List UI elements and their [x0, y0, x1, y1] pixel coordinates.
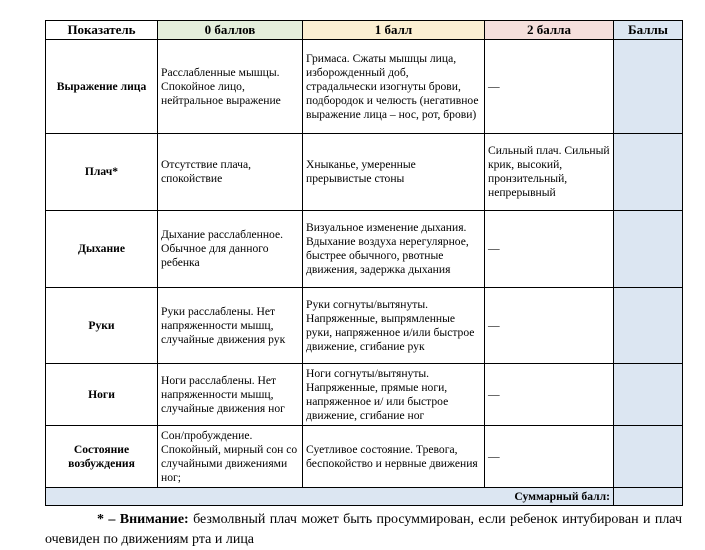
indicator-cell: Дыхание: [46, 211, 158, 288]
total-score-cell[interactable]: [614, 488, 683, 506]
two-points-cell: —: [485, 288, 614, 364]
table-header-row: [46, 21, 683, 40]
table-row-legs: [46, 364, 683, 426]
footnote-text: безмолвный плач может быть просуммирован, если ребенок интубирован и плач очевиден по движениям рта и лица: [45, 512, 683, 547]
header-zero-points: 0 баллов: [158, 21, 303, 40]
total-score-row: [46, 488, 683, 506]
score-input-cell[interactable]: [614, 426, 683, 488]
score-input-cell[interactable]: [614, 134, 683, 211]
zero-points-cell: Руки расслаблены. Нет напряженности мышц, случайные движения рук: [158, 288, 303, 364]
two-points-cell: —: [485, 426, 614, 488]
zero-points-cell: Ноги расслаблены. Нет напряженности мышц, случайные движения ног: [158, 364, 303, 426]
header-one-point: 1 балл: [303, 21, 485, 40]
header-two-points: 2 балла: [485, 21, 614, 40]
score-input-cell[interactable]: [614, 288, 683, 364]
one-point-cell: Визуальное изменение дыхания. Вдыхание воздуха нерегулярное, быстрее обычного, рвотные движения, задержка дыхания: [303, 211, 485, 288]
total-score-label: Суммарный балл:: [46, 488, 614, 506]
score-input-cell[interactable]: [614, 211, 683, 288]
indicator-cell: Плач*: [46, 134, 158, 211]
table-row-breathing: [46, 211, 683, 288]
one-point-cell: Суетливое состояние. Тревога, беспокойство и нервные движения: [303, 426, 485, 488]
table-row-arms: [46, 288, 683, 364]
indicator-cell: Руки: [46, 288, 158, 364]
zero-points-cell: Расслабленные мышцы. Спокойное лицо, нейтральное выражение: [158, 40, 303, 134]
table-row-face: [46, 40, 683, 134]
one-point-cell: Руки согнуты/вытянуты. Напряженные, выпрямленные руки, напряженное и/или быстрое движение, сгибание рук: [303, 288, 485, 364]
footnote-star: * –: [97, 512, 116, 527]
two-points-cell: Сильный плач. Сильный крик, высокий, пронзительный, непрерывный: [485, 134, 614, 211]
table-row-cry: [46, 134, 683, 211]
footnote-attention: Внимание:: [119, 512, 189, 527]
flacc-pain-table: [45, 20, 683, 506]
zero-points-cell: Дыхание расслабленное. Обычное для данного ребенка: [158, 211, 303, 288]
score-input-cell[interactable]: [614, 40, 683, 134]
indicator-cell: Выражение лица: [46, 40, 158, 134]
indicator-cell: Состояние возбуждения: [46, 426, 158, 488]
one-point-cell: Ноги согнуты/вытянуты. Напряженные, прямые ноги, напряженное и/ или быстрое движение, сгибание ног: [303, 364, 485, 426]
one-point-cell: Гримаса. Сжаты мышцы лица, изборожденный доб, страдальчески изогнуты брови, подбородок и челюсть (негативное выражение лица – нос, рот, брови): [303, 40, 485, 134]
table-row-arousal: [46, 426, 683, 488]
zero-points-cell: Отсутствие плача, спокойствие: [158, 134, 303, 211]
footnote: [45, 510, 682, 550]
header-score: Баллы: [614, 21, 683, 40]
score-input-cell[interactable]: [614, 364, 683, 426]
two-points-cell: —: [485, 211, 614, 288]
two-points-cell: —: [485, 364, 614, 426]
zero-points-cell: Сон/пробуждение. Спокойный, мирный сон со случайными движениями ног;: [158, 426, 303, 488]
indicator-cell: Ноги: [46, 364, 158, 426]
two-points-cell: —: [485, 40, 614, 134]
header-indicator: Показатель: [46, 21, 158, 40]
one-point-cell: Хныканье, умеренные прерывистые стоны: [303, 134, 485, 211]
